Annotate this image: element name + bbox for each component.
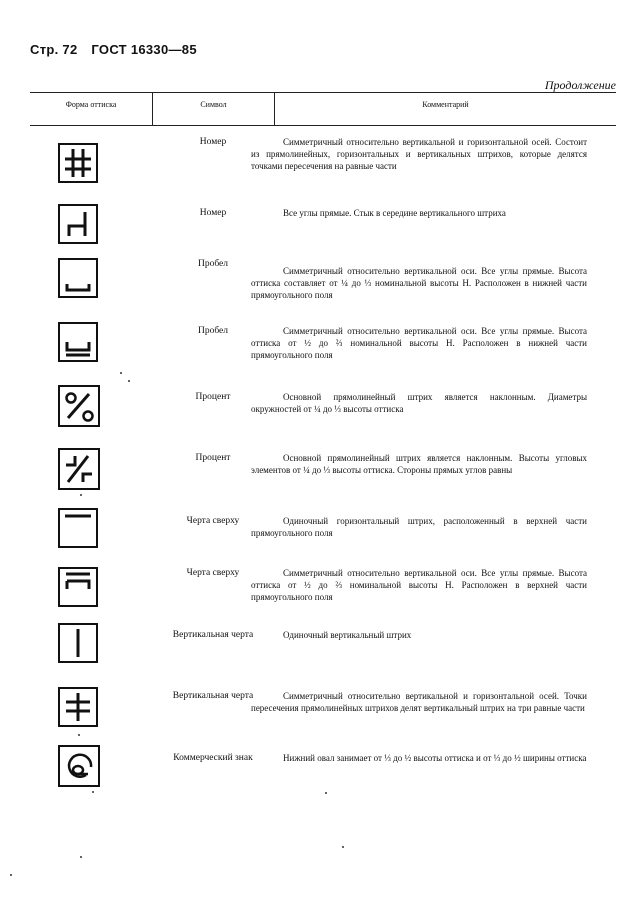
row-symbol: Коммерческий знак [173, 753, 253, 763]
row-symbol: Процент [195, 453, 231, 463]
vertical-bar-icon [58, 623, 98, 663]
space-bracket-icon [58, 258, 98, 298]
scan-speck [325, 792, 327, 794]
row-comment: Основной прямолинейный штрих является наклонным. Диаметры окружностей от ¼ до ⅓ высоты оттиска [251, 392, 587, 414]
column-header-form: Форма оттиска [65, 100, 117, 109]
scan-speck [80, 856, 82, 858]
table-top-rule [30, 92, 616, 93]
column-header-symbol: Символ [200, 100, 227, 109]
column-divider-2 [274, 92, 275, 126]
row-comment: Симметричный относительно вертикальной оси. Все углы прямые. Высота оттиска от ½ до ⅔ номинальной высоты H. Расположен в верхней части прямоугольного поля [251, 568, 587, 602]
percent-circles-icon [58, 385, 100, 427]
scan-speck [10, 874, 12, 876]
scan-speck [78, 734, 80, 736]
vertical-bar-crossed-icon [58, 687, 98, 727]
column-header-comment: Комментарий [422, 100, 469, 109]
row-comment: Симметричный относительно вертикальной оси. Все углы прямые. Высота оттиска от ½ до ⅔ номинальной высоты H. Расположен в нижней части прямоугольного поля [251, 326, 587, 360]
row-symbol: Черта сверху [186, 516, 240, 526]
row-comment: Одиночный вертикальный штрих [283, 630, 412, 640]
standard-code: ГОСТ 16330—85 [91, 42, 197, 57]
overline-bracket-icon [58, 567, 98, 607]
overline-bar-icon [58, 508, 98, 548]
scan-speck [80, 494, 82, 496]
row-symbol: Черта сверху [186, 568, 240, 578]
row-comment: Все углы прямые. Стык в середине вертикального штриха [283, 208, 506, 218]
scan-speck [342, 846, 344, 848]
continuation-label: Продолжение [544, 78, 616, 92]
column-divider-1 [152, 92, 153, 126]
row-symbol: Процент [195, 392, 231, 402]
row-symbol: Пробел [197, 326, 229, 336]
scan-speck [120, 372, 122, 374]
space-bracket-underline-icon [58, 322, 98, 362]
number-hash-icon [58, 143, 98, 183]
number-corner-icon [58, 204, 98, 244]
table-header-rule [30, 125, 616, 126]
row-symbol: Номер [199, 208, 227, 218]
scan-speck [128, 380, 130, 382]
row-comment: Симметричный относительно вертикальной и горизонтальной осей. Состоит из прямолинейных, горизонтальных и вертикальных штрихов, которые делятся точками пересечения на равные части [251, 137, 587, 171]
row-comment: Нижний овал занимает от ⅓ до ½ высоты оттиска и от ⅓ до ½ ширины оттиска [283, 753, 587, 763]
percent-angles-icon [58, 448, 100, 490]
page-header [30, 42, 207, 57]
row-comment: Одиночный горизонтальный штрих, расположенный в верхней части прямоугольного поля [251, 516, 587, 538]
row-symbol: Пробел [197, 259, 229, 269]
row-comment: Симметричный относительно вертикальной и горизонтальной осей. Точки пересечения прямолинейных штрихов делят вертикальный штрих на три равные части [251, 691, 587, 713]
scan-speck [92, 791, 94, 793]
commercial-at-icon [58, 745, 100, 787]
row-symbol: Номер [199, 137, 227, 147]
row-comment: Основной прямолинейный штрих является наклонным. Высоты угловых элементов от ¼ до ⅓ высоты оттиска. Стороны прямых углов равны [251, 453, 587, 475]
page-number: Стр. 72 [30, 42, 78, 57]
row-symbol: Вертикальная черта [172, 630, 254, 640]
row-comment: Симметричный относительно вертикальной оси. Все углы прямые. Высота оттиска составляет от ¼ до ⅓ номинальной высоты H. Расположен в нижней части прямоугольного поля [251, 266, 587, 300]
row-symbol: Вертикальная черта [172, 691, 254, 701]
